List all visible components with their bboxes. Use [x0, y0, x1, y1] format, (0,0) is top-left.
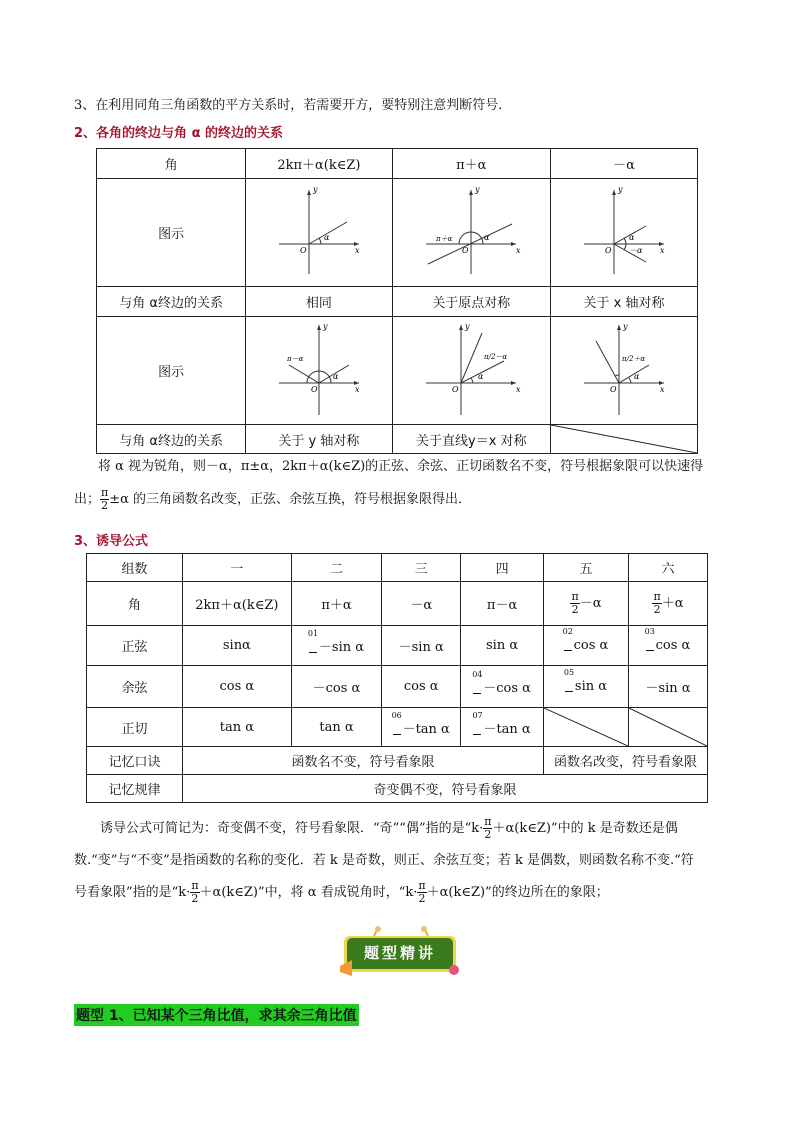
sin-4: sin α: [461, 626, 544, 666]
svg-text:α: α: [628, 232, 635, 242]
header-angle: 角: [97, 149, 246, 179]
svg-text:x: x: [659, 245, 665, 255]
svg-text:x: x: [516, 245, 521, 255]
cos-3: cos α: [382, 666, 461, 708]
relation-same: 相同: [246, 287, 392, 317]
svg-text:π＋α: π＋α: [436, 234, 453, 243]
header-5: 五: [543, 554, 628, 582]
text-line-3: 3、在利用同角三角函数的平方关系时，若需要开方，要特别注意判断符号．: [74, 98, 512, 113]
empty-diagonal-cell: [550, 425, 697, 454]
angle-4: π－α: [461, 582, 544, 626]
header-1: 一: [183, 554, 292, 582]
svg-text:α: α: [332, 371, 339, 381]
svg-text:O: O: [310, 384, 318, 394]
note-2-line-3: 号看象限”指的是“k· $\frac{\pi}{2}$ ＋α(k∈Z)”中，将 α 看成锐角时，“k· $\frac{\pi}{2}$ ＋α(k∈Z)”的终边所在的象限；: [74, 879, 609, 905]
note-2-line-2: 数.“变”与“不变”是指函数的名称的变化．若 k 是奇数，则正、余弦互变；若 k 是偶数，则函数名称不变.“符: [74, 853, 694, 868]
header-2kpi: 2kπ＋α(k∈Z): [246, 149, 392, 179]
tan-2: tan α: [291, 708, 382, 747]
tan-4: 07 －tan α: [461, 708, 544, 747]
tan-5-empty: [543, 708, 628, 747]
mnemonic-label: 记忆口诀: [87, 747, 183, 775]
header-pi-plus: π＋α: [392, 149, 550, 179]
note-1-prefix: 出；: [74, 492, 101, 507]
topic-heading: 题型 1、已知某个三角比值，求其余三角比值: [74, 1004, 359, 1026]
svg-text:y: y: [617, 185, 623, 194]
sin-label: 正弦: [87, 626, 183, 666]
svg-text:y: y: [465, 321, 470, 331]
frac-pi-over-2: $\frac{\pi}{2}$: [101, 486, 109, 512]
cos-5: 05 sin α: [543, 666, 628, 708]
svg-text:y: y: [475, 185, 480, 194]
svg-text:π/2＋α: π/2＋α: [621, 354, 646, 363]
relation-x-axis: 关于 x 轴对称: [550, 287, 697, 317]
cos-6: －sin α: [628, 666, 707, 708]
svg-text:y: y: [322, 321, 328, 331]
svg-text:π/2－α: π/2－α: [484, 352, 508, 361]
graph-x-axis-symmetric: [550, 179, 697, 287]
svg-text:x: x: [516, 384, 521, 394]
angle-3: －α: [382, 582, 461, 626]
svg-text:x: x: [354, 245, 360, 255]
row-graph-label-2: 图示: [97, 317, 246, 425]
angle-5: $\frac{\pi}{2}$ －α: [543, 582, 628, 626]
cos-label: 余弦: [87, 666, 183, 708]
tan-6-empty: [628, 708, 707, 747]
svg-text:y: y: [622, 321, 628, 331]
svg-text:O: O: [604, 245, 612, 255]
row-relation-label-2: 与角 α终边的关系: [97, 425, 246, 454]
svg-text:x: x: [354, 384, 360, 394]
tan-1: tan α: [183, 708, 292, 747]
svg-text:π－α: π－α: [286, 354, 304, 363]
rule-text: 奇变偶不变，符号看象限: [183, 775, 708, 803]
note-1-suffix: ±α 的三角函数名改变，正弦、余弦互换，符号根据象限得出．: [109, 492, 472, 507]
header-6: 六: [628, 554, 707, 582]
sin-1: sinα: [183, 626, 292, 666]
graph-same-terminal: [246, 179, 392, 287]
rule-label: 记忆规律: [87, 775, 183, 803]
header-2: 二: [291, 554, 382, 582]
note-2-line-1: 诱导公式可简记为：奇变偶不变，符号看象限．“奇”“偶”指的是“k· $\frac{\pi}{2}$ ＋α(k∈Z)”中的 k 是奇数还是偶: [100, 815, 678, 841]
section-2-title: 2、各角的终边与角 α 的终边的关系: [74, 126, 284, 141]
graph-line-y-eq-x-symmetric: [392, 317, 550, 425]
svg-text:α: α: [478, 371, 484, 381]
graph-y-axis-symmetric: [246, 317, 392, 425]
cos-4: 04 －cos α: [461, 666, 544, 708]
induction-formula-table: [86, 553, 708, 803]
note-1-line-1: 将 α 视为锐角，则－α，π±α，2kπ＋α(k∈Z)的正弦、余弦、正切函数名不变，符号根据象限可以快速得: [98, 459, 704, 474]
header-4: 四: [461, 554, 544, 582]
svg-text:O: O: [299, 245, 307, 255]
mnemonic-change: 函数名改变，符号看象限: [543, 747, 707, 775]
angle-1: 2kπ＋α(k∈Z): [183, 582, 292, 626]
svg-text:O: O: [462, 245, 469, 255]
svg-text:α: α: [633, 371, 640, 381]
section-badge: [338, 926, 462, 982]
graph-half-pi-plus: [550, 317, 697, 425]
tan-3: 06 －tan α: [382, 708, 461, 747]
tan-label: 正切: [87, 708, 183, 747]
svg-text:O: O: [452, 384, 459, 394]
svg-text:－α: －α: [628, 245, 643, 255]
cos-2: －cos α: [291, 666, 382, 708]
svg-text:α: α: [323, 232, 330, 242]
angle-6: $\frac{\pi}{2}$ ＋α: [628, 582, 707, 626]
sin-5: 02 cos α: [543, 626, 628, 666]
badge-label: 题型精讲: [363, 944, 436, 962]
svg-text:x: x: [659, 384, 665, 394]
cos-1: cos α: [183, 666, 292, 708]
header-group: 组数: [87, 554, 183, 582]
sin-3: －sin α: [382, 626, 461, 666]
svg-text:O: O: [609, 384, 617, 394]
mnemonic-same: 函数名不变，符号看象限: [183, 747, 544, 775]
header-3: 三: [382, 554, 461, 582]
relation-y-axis: 关于 y 轴对称: [246, 425, 392, 454]
graph-origin-symmetric: [392, 179, 550, 287]
svg-text:y: y: [312, 185, 318, 194]
row-relation-label: 与角 α终边的关系: [97, 287, 246, 317]
sin-2: 01 －sin α: [291, 626, 382, 666]
relation-origin: 关于原点对称: [392, 287, 550, 317]
section-3-title: 3、诱导公式: [74, 534, 149, 549]
svg-text:α: α: [484, 232, 490, 242]
note-1-line-2: [74, 487, 471, 512]
sin-6: 03 cos α: [628, 626, 707, 666]
angle-2: π＋α: [291, 582, 382, 626]
angle-label: 角: [87, 582, 183, 626]
relation-y-eq-x: 关于直线y＝x 对称: [392, 425, 550, 454]
header-neg: －α: [550, 149, 697, 179]
row-graph-label: 图示: [97, 179, 246, 287]
angle-relation-table: [96, 148, 698, 454]
